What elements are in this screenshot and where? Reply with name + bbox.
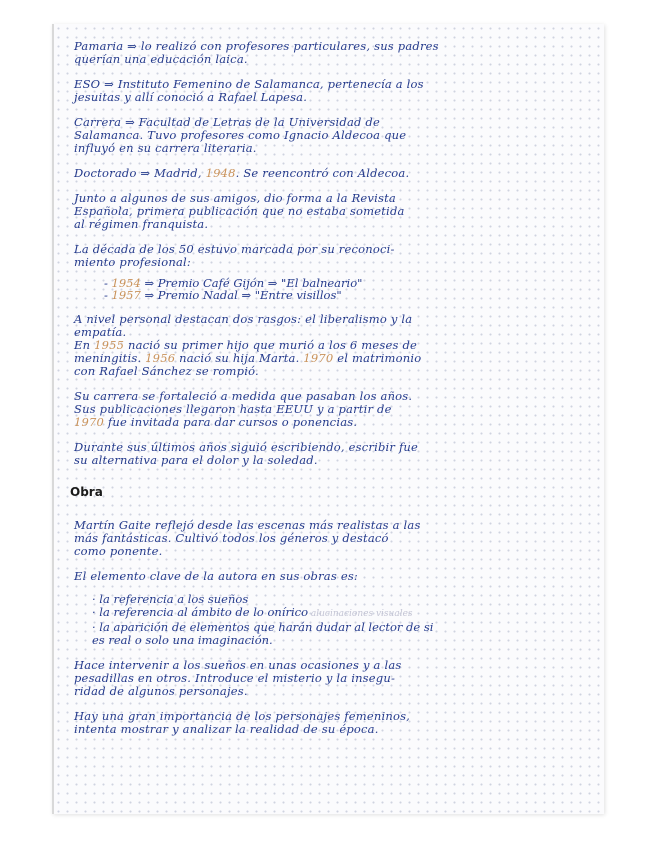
- text-line: Su carrera se fortaleció a medida que pasaban los años.: [74, 389, 413, 403]
- text-line: pesadillas en otros. Introduce el misterio y la insegu-: [74, 671, 396, 685]
- notebook-page: [52, 24, 604, 814]
- section-title-obra: Obra: [70, 485, 103, 499]
- award-text: ⇒ Premio Nadal ⇒ "Entre visillos": [140, 288, 342, 302]
- text-line: con Rafael Sánchez se rompió.: [74, 364, 259, 378]
- text-fragment: nació su primer hijo que murió a los 6 meses de: [124, 338, 418, 352]
- award-item: [104, 289, 596, 301]
- note-elemento-clave: [74, 570, 596, 583]
- text-line: Pamaria ⇒ lo realizó con profesores particulares, sus padres: [74, 39, 439, 53]
- note-eso: [74, 78, 596, 104]
- note-carrera: [74, 116, 596, 155]
- note-decada: [74, 243, 596, 269]
- element-item: [92, 606, 596, 621]
- text-line: Durante sus últimos años siguió escribiendo, escribir fue: [74, 440, 419, 454]
- text-line: querían una educación laica.: [74, 52, 248, 66]
- notes-content: [70, 39, 596, 748]
- text-line: intenta mostrar y analizar la realidad de su época.: [74, 722, 379, 736]
- note-personajes: [74, 710, 596, 736]
- note-carrera-fortalecida: [74, 390, 596, 429]
- text-line: empatía.: [74, 325, 127, 339]
- text-line: Salamanca. Tuvo profesores como Ignacio Aldecoa que: [74, 128, 407, 142]
- text-line: La década de los 50 estuvo marcada por su reconoci-: [74, 242, 395, 256]
- text-line: Carrera ⇒ Facultad de Letras de la Universidad de: [74, 115, 380, 129]
- text-line: Martín Gaite reflejó desde las escenas más realistas a las: [74, 518, 421, 532]
- element-item: · la referencia a los sueños: [92, 592, 249, 606]
- element-item: · la aparición de elementos que harán dudar al lector de si: [92, 620, 434, 634]
- text-line: A nivel personal destacan dos rasgos: el liberalismo y la: [74, 312, 413, 326]
- text-line: al régimen franquista.: [74, 217, 209, 231]
- text-line: jesuitas y allí conoció a Rafael Lapesa.: [74, 90, 308, 104]
- year-highlight: 1955: [94, 338, 125, 352]
- text-line: Sus publicaciones llegaron hasta EEUU y a partir de: [74, 402, 392, 416]
- pencil-note: alucinaciones visuales: [308, 609, 413, 619]
- bullet-dash: -: [104, 276, 112, 290]
- text-fragment: En: [74, 338, 95, 352]
- note-suenos: [74, 659, 596, 698]
- text-line: Junto a algunos de sus amigos, dio forma a la Revista: [74, 191, 396, 205]
- text-line: Hay una gran importancia de los personajes femeninos,: [74, 709, 411, 723]
- year-highlight: 1948: [205, 166, 236, 180]
- text-fragment: meningitis.: [74, 351, 146, 365]
- text-fragment: . Se reencontró con Aldecoa.: [235, 166, 410, 180]
- note-primaria: [74, 40, 596, 66]
- text-line: [74, 167, 596, 180]
- text-line: ESO ⇒ Instituto Femenino de Salamanca, pertenecía a los: [74, 77, 424, 91]
- text-fragment: Doctorado ⇒ Madrid,: [74, 166, 206, 180]
- text-line: miento profesional:: [74, 255, 191, 269]
- element-item: es real o solo una imaginación.: [92, 633, 273, 647]
- note-revista: [74, 192, 596, 231]
- year-highlight: 1970: [74, 415, 105, 429]
- note-obra-intro: [74, 519, 596, 558]
- text-line: su alternativa para el dolor y la soledad.: [74, 453, 318, 467]
- text-line: influyó en su carrera literaria.: [74, 141, 257, 155]
- text-fragment: · la referencia al ámbito de lo onírico: [92, 605, 309, 619]
- text-line: ridad de algunos personajes.: [74, 684, 248, 698]
- note-doctorado: [74, 167, 596, 180]
- year-highlight: 1956: [145, 351, 176, 365]
- year-highlight: 1970: [303, 351, 334, 365]
- bullet-dash: -: [104, 288, 112, 302]
- award-text: ⇒ Premio Café Gijón ⇒ "El balneario": [140, 276, 363, 290]
- note-ultimos-anos: [74, 441, 596, 467]
- note-personal: [74, 313, 596, 378]
- text-fragment: nació su hija Marta.: [175, 351, 304, 365]
- text-line: como ponente.: [74, 544, 163, 558]
- text-line: El elemento clave de la autora en sus obras es:: [74, 569, 359, 583]
- text-line: Española, primera publicación que no estaba sometida: [74, 204, 405, 218]
- year-highlight: 1954: [111, 276, 141, 290]
- text-fragment: fue invitada para dar cursos o ponencias.: [104, 415, 358, 429]
- text-line: [74, 416, 596, 429]
- awards-list: [104, 277, 596, 301]
- year-highlight: 1957: [111, 288, 141, 302]
- text-line: Hace intervenir a los sueños en unas ocasiones y a las: [74, 658, 402, 672]
- elements-list: [92, 593, 596, 647]
- text-line: más fantásticas. Cultivó todos los géneros y destacó: [74, 531, 389, 545]
- text-fragment: el matrimonio: [333, 351, 422, 365]
